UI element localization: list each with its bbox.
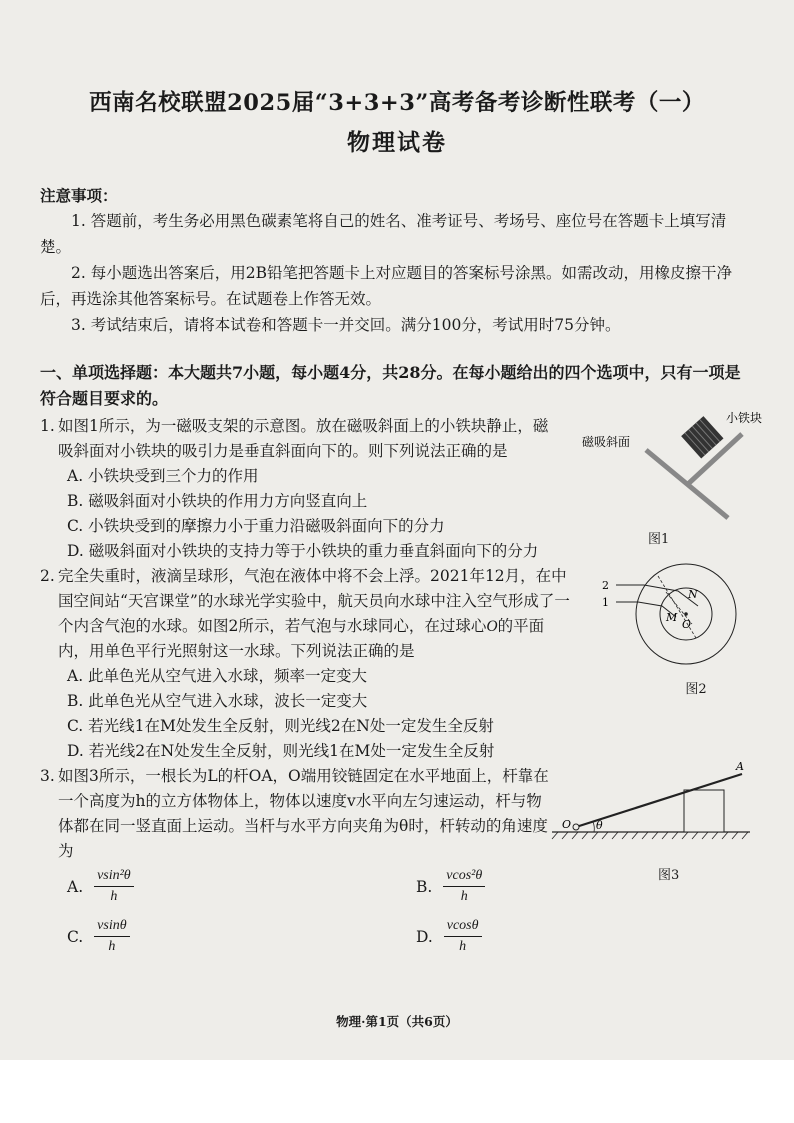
option-c: C. 若光线1在M处发生全反射，则光线2在N处一定发生全反射 — [67, 717, 494, 735]
fig1-label-slope: 磁吸斜面 — [582, 435, 631, 449]
option-label: C. — [67, 927, 84, 946]
rod-block-diagram — [548, 762, 754, 858]
question-stem-part-2: 的平面内，用单色平行光照射这一水球。下列说法正确的是 — [58, 617, 545, 660]
notes-heading: 注意事项： — [40, 186, 118, 205]
question-stem: 如图3所示，一根长为L的杆OA，O端用铰链固定在水平地面上，杆靠在一个高度为h的立方体物体上，物体以速度v水平向左匀速运动，杆与物体都在同一竖直面上运动。当杆与水平方向夹角为θ时，杆转动的角速度为 — [58, 767, 549, 860]
fraction-numerator: vcosθ — [444, 916, 482, 937]
option-a: A. 小铁块受到三个力的作用 — [67, 467, 259, 485]
fraction-numerator: vcos²θ — [443, 866, 485, 887]
center-symbol: O — [486, 618, 498, 635]
question-stem: 如图1所示，为一磁吸支架的示意图。放在磁吸斜面上的小铁块静止，磁吸斜面对小铁块的吸引力是垂直斜面向下的。则下列说法正确的是 — [58, 417, 549, 460]
fraction — [94, 916, 129, 957]
option-d: D. 磁吸斜面对小铁块的支持力等于小铁块的重力垂直斜面向下的分力 — [67, 542, 539, 560]
fraction — [94, 866, 134, 907]
fig2-ray-1-label: 1 — [602, 596, 609, 609]
option-a — [67, 866, 134, 907]
exam-content — [40, 88, 763, 966]
fraction-denominator: h — [460, 889, 468, 904]
note-item-3: 3. 考试结束后，请将本试卷和答题卡一并交回。满分100分，考试用时75分钟。 — [71, 316, 621, 334]
magnetic-stand-diagram — [576, 410, 763, 520]
fraction-numerator: vsin²θ — [94, 866, 134, 887]
fraction-denominator: h — [110, 889, 118, 904]
note-item-2: 2. 每小题选出答案后，用2B铅笔把答题卡上对应题目的答案标号涂黑。如需改动，用橡皮擦干净后，再选涂其他答案标号。在试题卷上作答无效。 — [40, 264, 732, 308]
option-a: A. 此单色光从空气进入水球，频率一定变大 — [67, 667, 368, 685]
option-label: A. — [67, 877, 84, 896]
option-label: D. — [416, 927, 433, 946]
page-footer: 物理·第1页（共6页） — [336, 1014, 458, 1029]
figure-1 — [576, 410, 763, 547]
fig2-ray-2-label: 2 — [602, 579, 609, 592]
figure-3 — [548, 762, 754, 882]
option-d — [416, 916, 482, 957]
option-b: B. 此单色光从空气进入水球，波长一定变大 — [67, 692, 368, 710]
fraction — [443, 866, 485, 907]
fig3-point-o: O — [562, 818, 572, 831]
options-row-2 — [40, 916, 754, 966]
question-3 — [40, 760, 754, 966]
question-stem — [40, 564, 570, 664]
exam-title: 西南名校联盟2025届“3+3+3”高考备考诊断性联考（一） — [89, 90, 705, 116]
fig2-point-m: M — [666, 611, 678, 624]
fig3-point-a: A — [736, 760, 744, 773]
question-number: 3. — [40, 767, 55, 785]
figure-caption: 图1 — [648, 532, 670, 547]
fig2-point-o: O — [682, 618, 692, 631]
figure-caption: 图2 — [685, 682, 707, 697]
water-sphere-diagram — [596, 562, 756, 674]
fraction — [444, 916, 482, 957]
question-stem-part-1: 完全失重时，液滴呈球形，气泡在液体中将不会上浮。2021年12月，在中国空间站“天宫课堂”的水球光学实验中，航天员向水球中注入空气形成了一个内含气泡的水球。如图2所示，若气泡与水球同心，在过球心 — [58, 567, 570, 635]
question-number: 2. — [40, 567, 55, 585]
exam-subject-title: 物理试卷 — [347, 129, 447, 156]
option-c: C. 小铁块受到的摩擦力小于重力沿磁吸斜面向下的分力 — [67, 517, 445, 535]
option-b — [416, 866, 485, 907]
question-number: 1. — [40, 417, 55, 435]
fraction-denominator: h — [108, 939, 116, 954]
option-b: B. 磁吸斜面对小铁块的作用力方向竖直向上 — [67, 492, 368, 510]
option-label: B. — [416, 877, 433, 896]
option-c — [67, 916, 130, 957]
question-2 — [40, 564, 754, 764]
fig2-point-n: N — [688, 588, 698, 601]
option-d: D. 若光线2在N处发生全反射，则光线1在M处一定发生全反射 — [67, 742, 495, 760]
figure-2 — [596, 562, 756, 697]
fig1-label-block: 小铁块 — [726, 411, 763, 425]
note-item-1: 1. 答题前，考生务必用黑色碳素笔将自己的姓名、准考证号、考场号、座位号在答题卡上填写清楚。 — [40, 212, 727, 256]
section-heading: 一、单项选择题：本大题共7小题，每小题4分，共28分。在每小题给出的四个选项中，只有一项是符合题目要求的。 — [40, 363, 741, 408]
figure-caption: 图3 — [658, 868, 680, 883]
fraction-denominator: h — [459, 939, 467, 954]
question-1 — [40, 411, 763, 564]
fig3-angle-label: θ — [596, 819, 603, 832]
fraction-numerator: vsinθ — [94, 916, 129, 937]
